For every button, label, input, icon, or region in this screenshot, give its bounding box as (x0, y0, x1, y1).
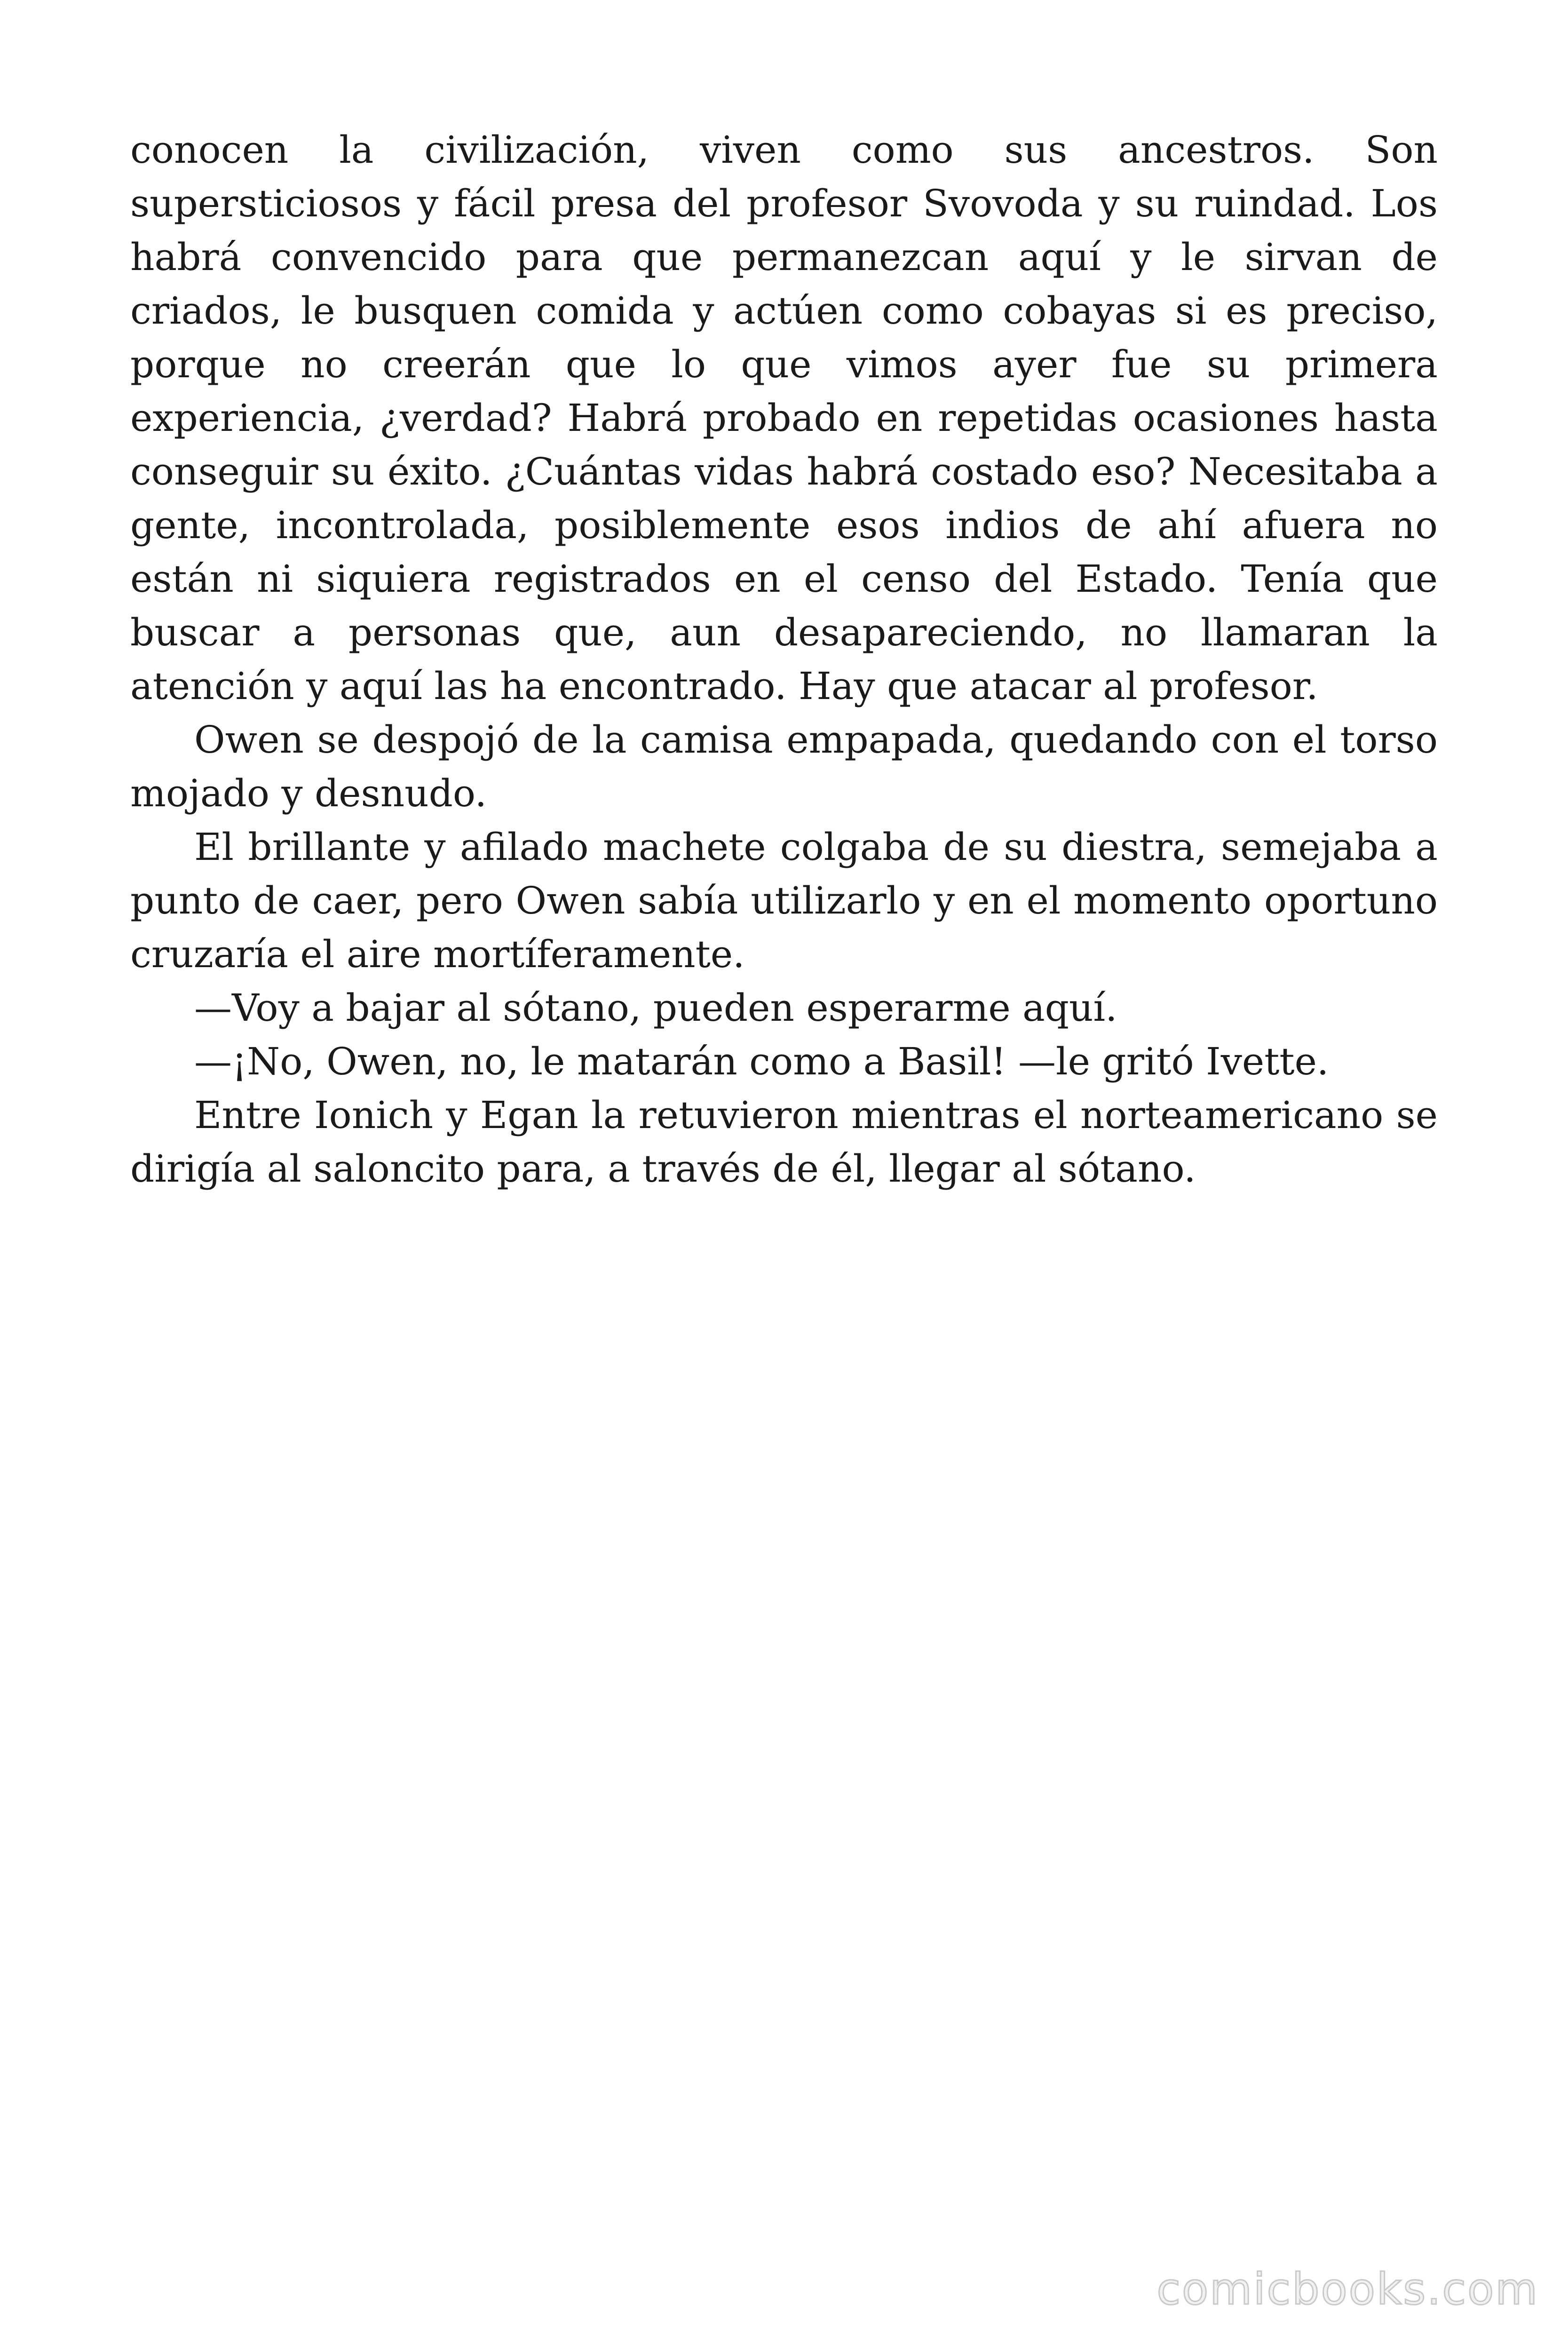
paragraph: —Voy a bajar al sótano, pueden esperarme aquí. (194, 986, 1117, 1030)
paragraph: Entre Ionich y Egan la retuvieron mientras el norteamericano se dirigía al saloncito para, a través de él, llegar al sótano. (130, 1093, 1438, 1191)
book-page-text (130, 123, 1438, 1196)
watermark: comicbooks.com (1156, 2264, 1539, 2314)
paragraph: Owen se despojó de la camisa empapada, quedando con el torso mojado y desnudo. (130, 718, 1438, 815)
paragraph: conocen la civilización, viven como sus ancestros. Son supersticiosos y fácil presa del profesor Svovoda y su ruindad. Los habrá convencido para que permanezcan aquí y le sirvan de criados, le busquen comida y actúen como cobayas si es preciso, porque no creerán que lo que vimos ayer fue su primera experiencia, ¿verdad? Habrá probado en repetidas ocasiones hasta conseguir su éxito. ¿Cuántas vidas habrá costado eso? Necesitaba a gente, incontrolada, posiblemente esos indios de ahí afuera no están ni siquiera registrados en el censo del Estado. Tenía que buscar a personas que, aun desapareciendo, no llamaran la atención y aquí las ha encontrado. Hay que atacar al profesor. (130, 128, 1438, 708)
paragraph: —¡No, Owen, no, le matarán como a Basil! —le gritó Ivette. (194, 1040, 1329, 1083)
paragraph: El brillante y afilado machete colgaba de su diestra, semejaba a punto de caer, pero Owen sabía utilizarlo y en el momento oportuno cruzaría el aire mortíferamente. (130, 825, 1438, 976)
